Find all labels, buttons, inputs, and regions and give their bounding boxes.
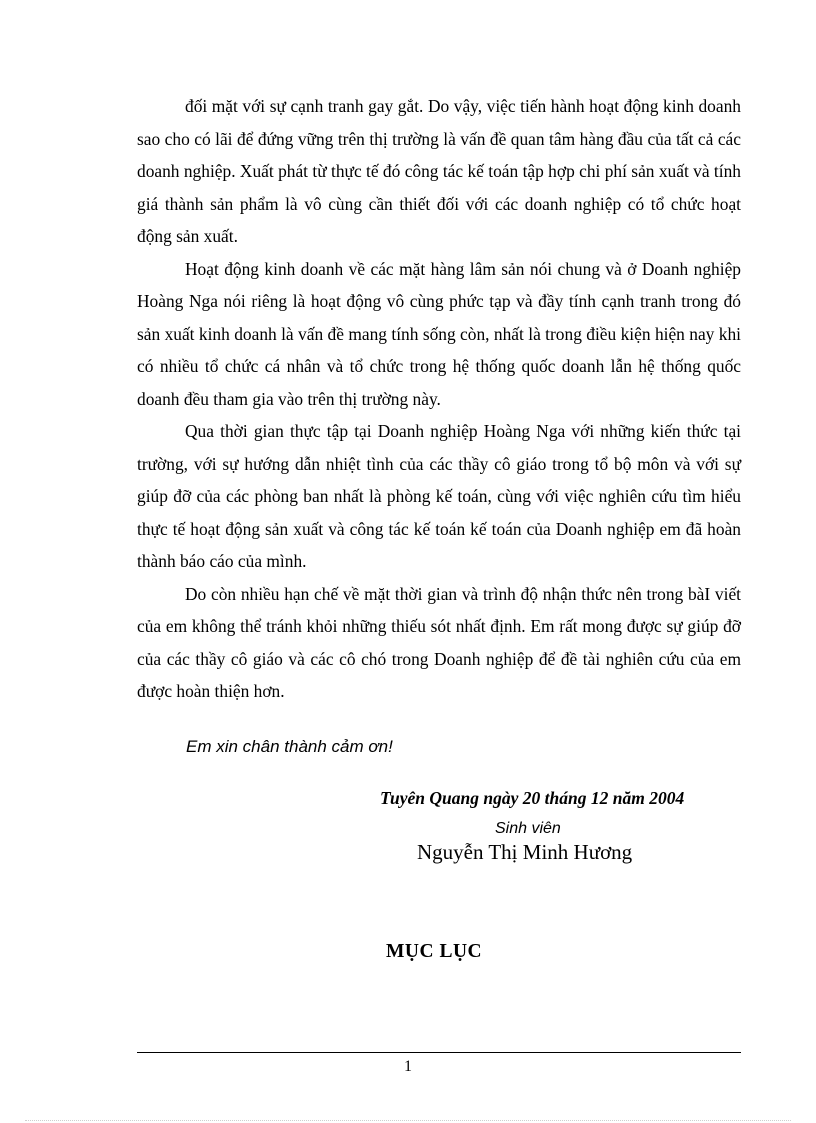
paragraph-2: Hoạt động kinh doanh về các mặt hàng lâm sản nói chung và ở Doanh nghiệp Hoàng Nga nói riêng là hoạt động vô cùng phức tạp và đầy tính cạnh tranh trong đó sản xuất kinh doanh là vấn đề mang tính sống còn, nhất là trong điều kiện hiện nay khi có nhiều tổ chức cá nhân và tổ chức trong hệ thống quốc doanh lẫn hệ thống quốc doanh đều tham gia vào trên thị trường này. bbox=[137, 258, 741, 409]
closing-thanks: Em xin chân thành cảm ơn! bbox=[186, 737, 393, 756]
body-text bbox=[137, 90, 741, 708]
student-name: Nguyễn Thị Minh Hương bbox=[417, 840, 633, 864]
place-date: Tuyên Quang ngày 20 tháng 12 năm 2004 bbox=[380, 788, 685, 808]
paragraph-3: Qua thời gian thực tập tại Doanh nghiệp Hoàng Nga với những kiến thức tại trường, với sự hướng dẫn nhiệt tình của các thầy cô giáo trong tổ bộ môn và với sự giúp đỡ của các phòng ban nhất là phòng kế toán, cùng với việc nghiên cứu tìm hiểu thực tế hoạt động sản xuất và công tác kế toán kế toán của Doanh nghiệp em đã hoàn thành báo cáo của mình. bbox=[137, 421, 741, 571]
signer-role: Sinh viên bbox=[495, 820, 561, 837]
page-number: 1 bbox=[404, 1058, 412, 1075]
paragraph-1: đối mặt với sự cạnh tranh gay gắt. Do vậy, việc tiến hành hoạt động kinh doanh sao cho có lãi để đứng vững trên thị trường là vấn đề quan tâm hàng đầu của tất cả các doanh nghiệp. Xuất phát từ thực tế đó công tác kế toán tập hợp chi phí sản xuất và tính giá thành sản phẩm là vô cùng cần thiết đối với các doanh nghiệp có tổ chức hoạt động sản xuất. bbox=[137, 96, 741, 246]
paragraph-4: Do còn nhiều hạn chế về mặt thời gian và trình độ nhận thức nên trong bàI viết của em không thể tránh khỏi những thiếu sót nhất định. Em rất mong được sự giúp đỡ của các thầy cô giáo và các cô chó trong Doanh nghiệp để đề tài nghiên cứu của em được hoàn thiện hơn. bbox=[137, 583, 741, 701]
footer-divider bbox=[137, 1052, 741, 1053]
toc-title: MỤC LỤC bbox=[386, 941, 483, 962]
page-bottom-dotted-line bbox=[25, 1120, 791, 1121]
